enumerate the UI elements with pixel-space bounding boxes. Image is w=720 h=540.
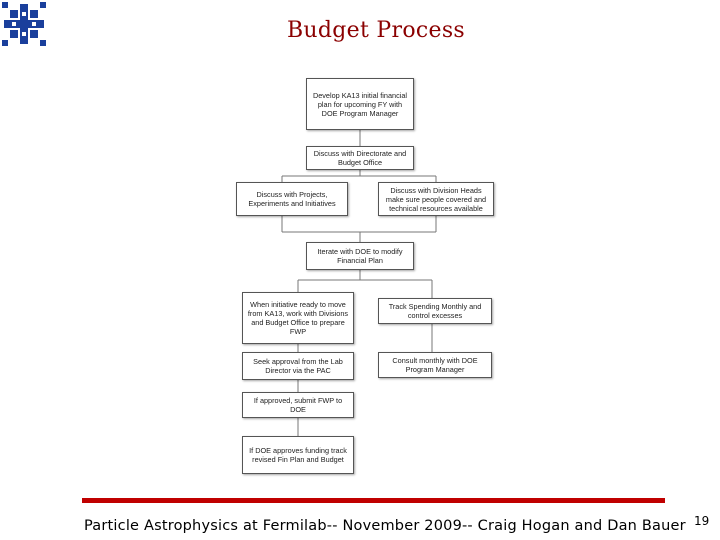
- flow-box-develop-plan: Develop KA13 initial financial plan for upcoming FY with DOE Program Manager: [306, 78, 414, 130]
- flow-box-consult-doe: Consult monthly with DOE Program Manager: [378, 352, 492, 378]
- flow-box-iterate-doe: Iterate with DOE to modify Financial Plan: [306, 242, 414, 270]
- slide-number: 19: [694, 514, 710, 528]
- flow-box-submit-fwp: If approved, submit FWP to DOE: [242, 392, 354, 418]
- slide-title: Budget Process: [286, 18, 466, 43]
- budget-flowchart: [236, 70, 500, 482]
- flow-box-track-spending: Track Spending Monthly and control excesses: [378, 298, 492, 324]
- footer-divider-bar: [82, 498, 665, 503]
- flow-box-initiative-ready: When initiative ready to move from KA13, work with Divisions and Budget Office to prepare FWP: [242, 292, 354, 344]
- flow-box-discuss-directorate: Discuss with Directorate and Budget Office: [306, 146, 414, 170]
- flow-box-doe-approves: If DOE approves funding track revised Fin Plan and Budget: [242, 436, 354, 474]
- flow-box-seek-approval: Seek approval from the Lab Director via the PAC: [242, 352, 354, 380]
- flowchart-connectors: [236, 70, 500, 482]
- slide-footer: Particle Astrophysics at Fermilab-- November 2009-- Craig Hogan and Dan Bauer: [84, 518, 686, 534]
- flow-box-discuss-projects: Discuss with Projects, Experiments and Initiatives: [236, 182, 348, 216]
- flow-box-discuss-division: Discuss with Division Heads make sure people covered and technical resources available: [378, 182, 494, 216]
